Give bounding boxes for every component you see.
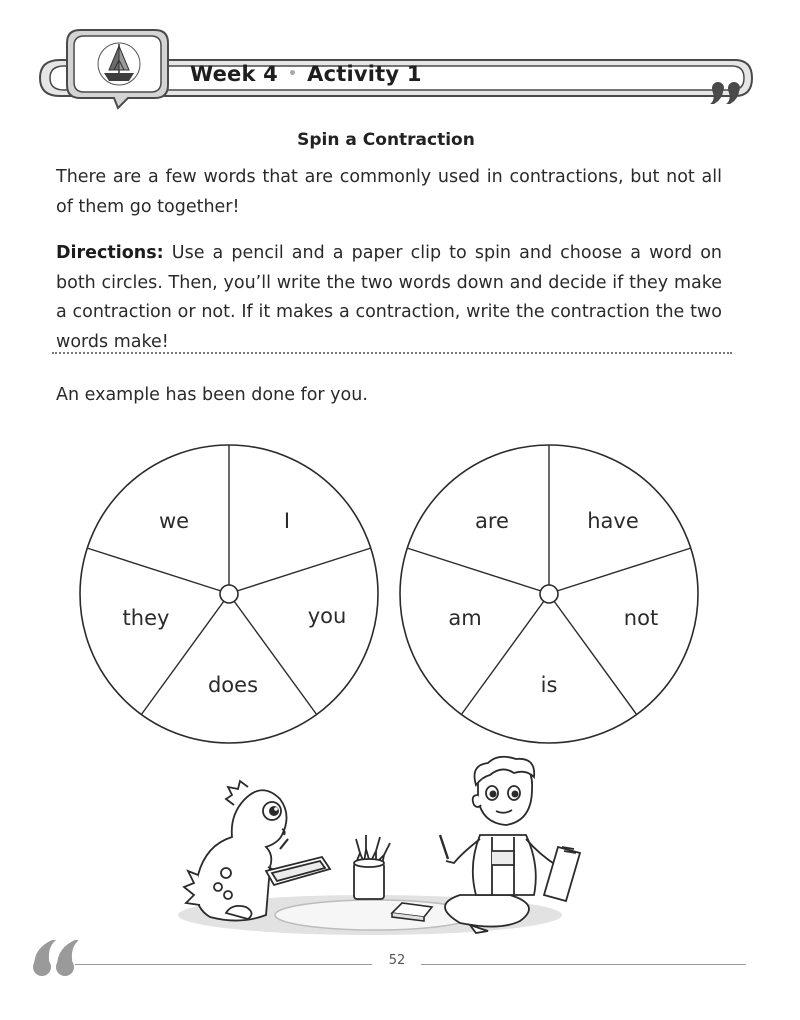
spinner-center <box>540 585 558 603</box>
spinner-word: have <box>587 509 639 533</box>
spinner-word: am <box>448 606 482 630</box>
worksheet-title: Spin a Contraction <box>297 130 475 150</box>
boy <box>440 757 580 933</box>
example-note: An example has been done for you. <box>56 385 368 405</box>
dinosaur-and-boy-illustration <box>170 755 620 945</box>
activity-label: Activity 1 <box>307 62 422 86</box>
sailboat-icon <box>96 40 142 88</box>
dotted-divider <box>52 352 732 354</box>
spinner-word: are <box>475 509 509 533</box>
directions-label: Directions: <box>56 243 164 263</box>
spinner-center <box>220 585 238 603</box>
separator-dot: • <box>288 66 298 82</box>
footer-rule-right <box>421 964 746 965</box>
spinner-word: is <box>540 673 558 697</box>
activity-heading <box>190 62 422 86</box>
directions-paragraph <box>56 239 722 357</box>
spinner-word: they <box>122 606 170 630</box>
spinner-left[interactable] <box>78 443 380 745</box>
pencil-cup <box>354 835 390 899</box>
directions-text: Use a pencil and a paper clip to spin and choose a word on both circles. Then, you’ll write the two words down and decide if they make a contraction or not. If it makes a contraction, write the contraction the two words make! <box>56 243 722 352</box>
spinner-right[interactable] <box>398 443 700 745</box>
spinner-word: you <box>307 604 347 628</box>
week-label: Week 4 <box>190 62 278 86</box>
page-number: 52 <box>388 953 406 968</box>
spinner-word: not <box>623 606 659 630</box>
spinner-word: I <box>283 509 291 533</box>
spinner-word: we <box>158 509 190 533</box>
footer-rule-left <box>75 964 372 965</box>
spinner-word: does <box>207 673 259 697</box>
quote-open-icon <box>28 938 78 978</box>
intro-paragraph: There are a few words that are commonly used in contractions, but not all of them go together! <box>56 167 722 217</box>
